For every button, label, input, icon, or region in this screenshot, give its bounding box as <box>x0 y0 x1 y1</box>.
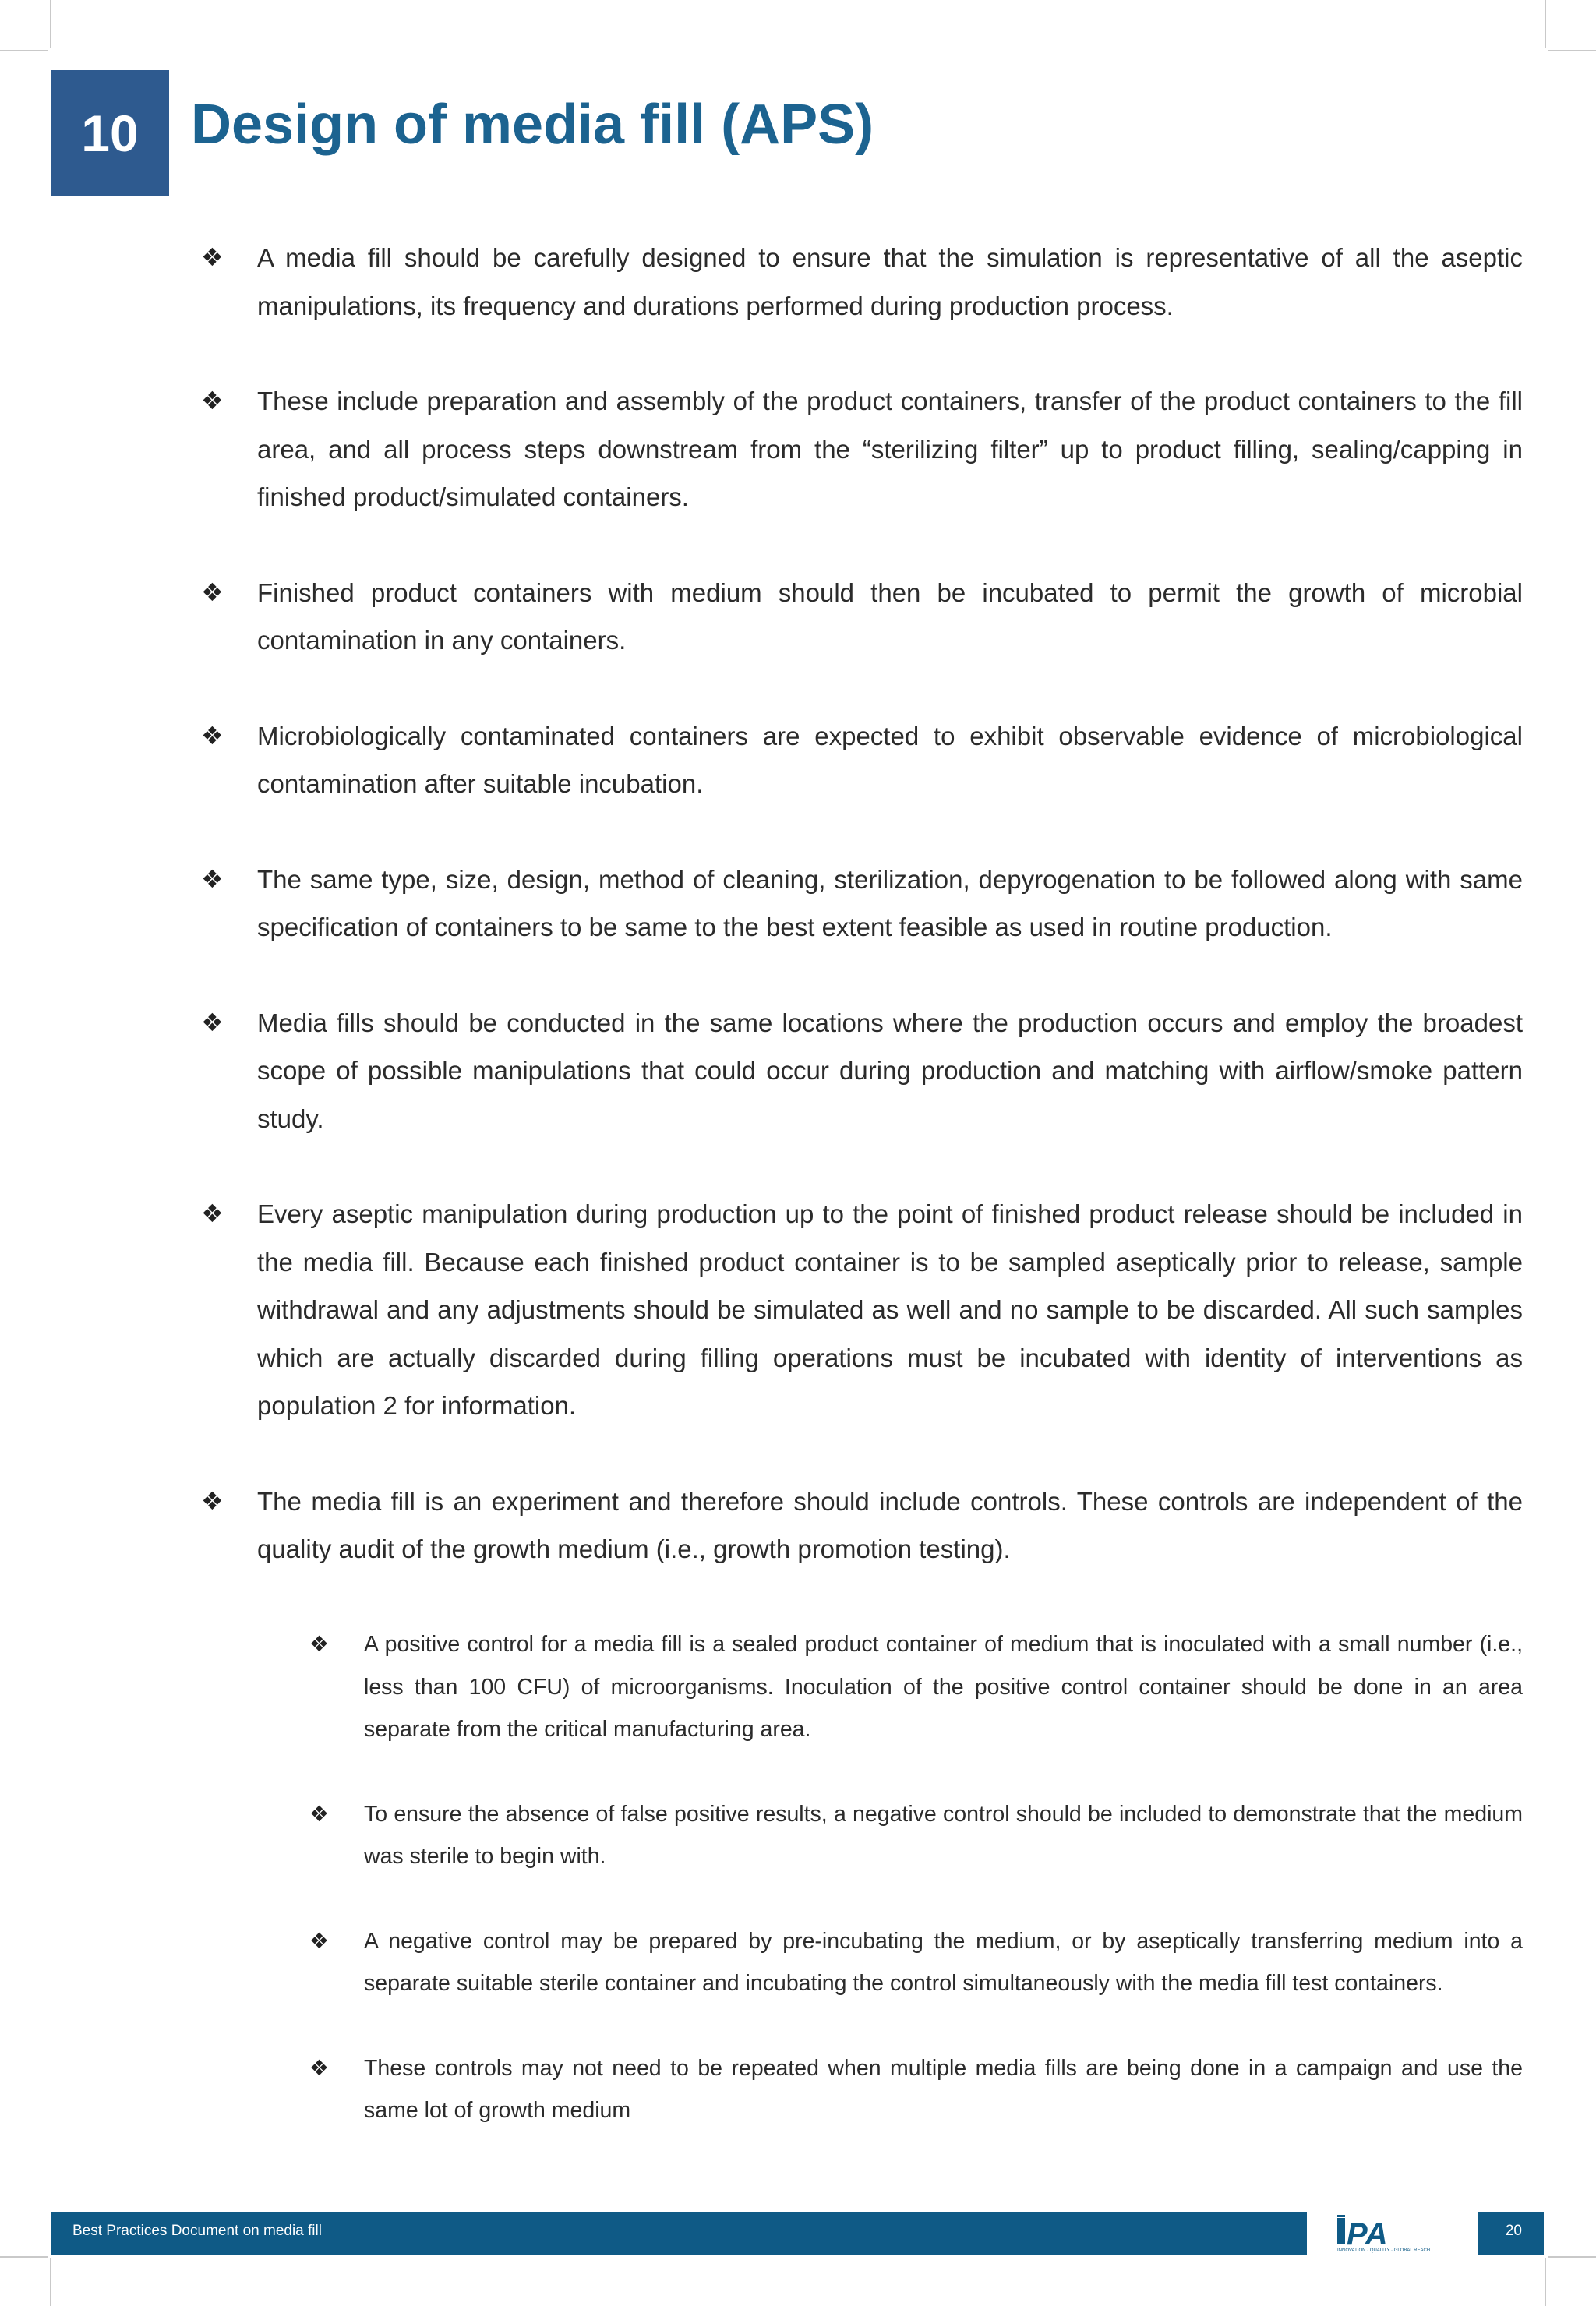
list-item <box>309 1623 1523 1751</box>
sub-bullet-text: A negative control may be prepared by pre-incubating the medium, or by aseptically transferring medium into a separate suitable sterile container and incubating the control simultaneously with the media fill test containers. <box>364 1928 1523 1996</box>
diamond-bullet-icon: ❖ <box>201 1008 224 1036</box>
sub-bullet-text: A positive control for a media fill is a sealed product container of medium that is inoculated with a small number (i.e., less than 100 CFU) of microorganisms. Inoculation of the positive control container should be done in an area separate from the critical manufacturing area. <box>364 1632 1523 1742</box>
sub-bullet-text: To ensure the absence of false positive results, a negative control should be included to demonstrate that the medium was sterile to begin with. <box>364 1801 1523 1869</box>
crop-mark <box>50 2258 51 2306</box>
list-item <box>201 569 1523 665</box>
diamond-bullet-icon: ❖ <box>201 577 224 606</box>
sub-bullet-text: These controls may not need to be repeated when multiple media fills are being done in a campaign and use the same lot of growth medium <box>364 2055 1523 2123</box>
page-title: Design of media fill (APS) <box>191 94 874 156</box>
diamond-bullet-icon: ❖ <box>309 2055 330 2080</box>
section-number-badge: 10 <box>51 70 169 196</box>
crop-mark <box>0 50 48 51</box>
list-item <box>309 1793 1523 1878</box>
bullet-text: The same type, size, design, method of cleaning, sterilization, depyrogenation to be followed along with same specification of containers to be same to the best extent feasible as used in routine production. <box>257 864 1523 941</box>
list-item <box>201 377 1523 521</box>
page-number: 20 <box>1505 2223 1522 2239</box>
list-item <box>201 234 1523 330</box>
crop-mark <box>0 2256 48 2258</box>
list-item <box>309 2047 1523 2132</box>
list-item <box>201 999 1523 1143</box>
crop-mark <box>50 0 51 48</box>
crop-mark <box>1545 2258 1546 2306</box>
list-item <box>201 1478 1523 1573</box>
bullet-list <box>201 234 1523 1621</box>
bullet-text: Microbiologically contaminated containers are expected to exhibit observable evidence of microbiological contamination after suitable incubation. <box>257 721 1523 798</box>
diamond-bullet-icon: ❖ <box>309 1632 330 1656</box>
crop-mark <box>1548 2256 1596 2258</box>
footer-document-title: Best Practices Document on media fill <box>72 2223 322 2239</box>
bullet-text: The media fill is an experiment and therefore should include controls. These controls are independent of the quality audit of the growth medium (i.e., growth promotion testing). <box>257 1486 1523 1563</box>
bullet-text: Media fills should be conducted in the same locations where the production occurs and employ the broadest scope of possible manipulations that could occur during production and matching with airflow/smoke pattern study. <box>257 1008 1523 1133</box>
sub-bullet-list <box>309 1623 1523 2174</box>
diamond-bullet-icon: ❖ <box>201 721 224 750</box>
diamond-bullet-icon: ❖ <box>201 1486 224 1515</box>
diamond-bullet-icon: ❖ <box>309 1801 330 1826</box>
footer-bar <box>51 2212 1544 2255</box>
diamond-bullet-icon: ❖ <box>201 243 224 271</box>
ipa-logo-tagline: INNOVATION · QUALITY · GLOBAL REACH <box>1337 2248 1431 2253</box>
list-item <box>309 1920 1523 2005</box>
diamond-bullet-icon: ❖ <box>201 1199 224 1227</box>
crop-mark <box>1545 0 1546 48</box>
bullet-text: A media fill should be carefully designed to ensure that the simulation is representative of all the aseptic manipulations, its frequency and durations performed during production process. <box>257 243 1523 320</box>
svg-text:PA: PA <box>1347 2217 1388 2251</box>
list-item <box>201 1190 1523 1430</box>
crop-mark <box>1548 50 1596 51</box>
ipa-logo <box>1307 2212 1478 2255</box>
list-item <box>201 712 1523 808</box>
ipa-logo-icon <box>1334 2213 1451 2254</box>
bullet-text: Finished product containers with medium should then be incubated to permit the growth of microbial contamination in any containers. <box>257 577 1523 655</box>
diamond-bullet-icon: ❖ <box>201 387 224 415</box>
bullet-text: Every aseptic manipulation during production up to the point of finished product release should be included in the media fill. Because each finished product container is to be sampled aseptically prior to release, sample withdrawal and any adjustments should be simulated as well and no sample to be discarded. All such samples which are actually discarded during filling operations must be incubated with identity of interventions as population 2 for information. <box>257 1199 1523 1420</box>
diamond-bullet-icon: ❖ <box>201 864 224 893</box>
diamond-bullet-icon: ❖ <box>309 1928 330 1953</box>
bullet-text: These include preparation and assembly of the product containers, transfer of the product containers to the fill area, and all process steps downstream from the “sterilizing filter” up to product filling, sealing/capping in finished product/simulated containers. <box>257 387 1523 511</box>
list-item <box>201 856 1523 952</box>
